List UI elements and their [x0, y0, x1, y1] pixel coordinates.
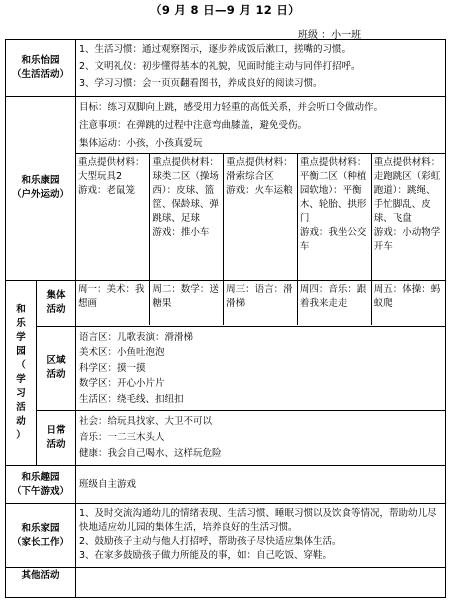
group-day-mon: 周一：美术：我想画: [76, 281, 150, 325]
family-work-row: [6, 504, 446, 568]
outdoor-activity-content: [76, 97, 446, 281]
family-work-content: [76, 504, 446, 568]
group-day-wed: 周三：语言：滑滑梯: [224, 281, 298, 325]
group-activity-content: [76, 280, 446, 326]
study-area-row: [6, 326, 446, 411]
study-group-row: [6, 280, 446, 326]
area-item: 数学区：开心小片片: [79, 378, 165, 389]
other-activity-header: 其他活动: [6, 568, 76, 598]
life-item: 2、文明礼仪：初步懂得基本的礼貌，见面时能主动与同伴打招呼。: [79, 61, 361, 72]
plan-date-range: （9 月 8 日—9 月 12 日）: [150, 3, 300, 17]
group-activity-days: [76, 281, 445, 325]
area-item: 生活区：绕毛线、扣纽扣: [79, 393, 184, 405]
outdoor-group-game: 集体运动：小孩，小孩真爱玩: [79, 138, 203, 149]
family-item: 1、及时交流沟通幼儿的情绪表现、生活习惯、睡眠习惯以及饮食等情况，帮助幼儿尽快地适应幼儿园的集体生活，培养良好的生活习惯。: [79, 508, 437, 533]
daily-item: 音乐：一二三木头人: [79, 432, 165, 443]
outdoor-area-2: 重点提供材料：球类二区（操场西）：皮球、篮筐、保龄球、弹跳球、足球 游戏：推小车: [150, 154, 224, 280]
outdoor-activity-header: 和乐康园 （户外运动）: [6, 97, 76, 281]
daily-item: 社会：给玩具找家、大卫不可以: [79, 416, 213, 427]
family-item: 2、鼓励孩子主动与他人打招呼，帮助孩子尽快适应集体生活。: [79, 536, 342, 547]
life-item: 3、学习习惯：会一页页翻看图书，养成良好的阅读习惯。: [79, 78, 323, 89]
area-item: 科学区：摸一摸: [79, 362, 146, 374]
afternoon-game-header: 和乐趣园 （下午游戏）: [6, 466, 76, 504]
outdoor-area-3: 重点提供材料：滑索综合区 游戏：火车运粮: [224, 154, 298, 280]
group-activity-label: 集体 活动: [37, 280, 76, 326]
outdoor-areas-table: [76, 153, 445, 280]
weekly-plan-table: [5, 39, 446, 598]
afternoon-game-content: 班级自主游戏: [76, 466, 446, 504]
outdoor-goal: 目标：练习双脚向上跳，感受用力轻重的高低关系，并会听口令做动作。: [79, 102, 384, 113]
life-item: 1、生活习惯：通过观察图示，逐步养成饭后漱口，搓嘴的习惯。: [79, 44, 352, 55]
other-activity-content: [76, 568, 446, 598]
daily-activity-label: 日常 活动: [37, 411, 76, 466]
outdoor-activity-row: [6, 97, 446, 281]
daily-item: 健康：我会自己喝水、这样玩危险: [79, 448, 222, 459]
study-activity-header: 和 乐 学 园 （ 学 习 活 动 ）: [6, 280, 37, 466]
class-label: 班级 ：小一班: [298, 30, 362, 41]
study-daily-row: [6, 411, 446, 466]
daily-activity-content: [76, 411, 446, 466]
family-work-header: 和乐家园 （家长工作）: [6, 504, 76, 568]
life-activity-row: [6, 40, 446, 97]
group-day-tue: 周二：数学：送糖果: [150, 281, 224, 325]
outdoor-note: 注意事项：在弹跳的过程中注意弯曲膝盖，避免受伤。: [79, 120, 308, 131]
area-item: 语言区：儿歌表演：滑滑梯: [79, 331, 194, 343]
area-activity-label: 区域 活动: [37, 326, 76, 411]
group-day-thu: 周四：音乐：跟着我来走走: [297, 281, 371, 325]
outdoor-area-4: 重点提供材料：平衡二区（种植园软地）：平衡木、轮胎、拱形门 游戏：我坐公交车: [297, 154, 371, 280]
afternoon-game-row: [6, 466, 446, 504]
group-day-fri: 周五：体操：蚂蚁爬: [371, 281, 445, 325]
other-activity-row: [6, 568, 446, 598]
life-activity-header: 和乐怡园 （生活活动）: [6, 40, 76, 97]
outdoor-area-5: 重点提供材料：走跑跳区（彩虹跑道）：跳绳、手忙脚乱、皮球、飞盘 游戏：小动物学开车: [371, 154, 445, 280]
outdoor-area-1: 重点提供材料：大型玩具2 游戏：老鼠笼: [76, 154, 150, 280]
family-item: 3、在家多鼓励孩子做力所能及的事，如：自己吃饭、穿鞋。: [79, 550, 333, 561]
life-activity-content: [76, 40, 446, 97]
area-activity-content: [76, 326, 446, 411]
area-item: 美术区：小鱼吐泡泡: [79, 347, 165, 358]
